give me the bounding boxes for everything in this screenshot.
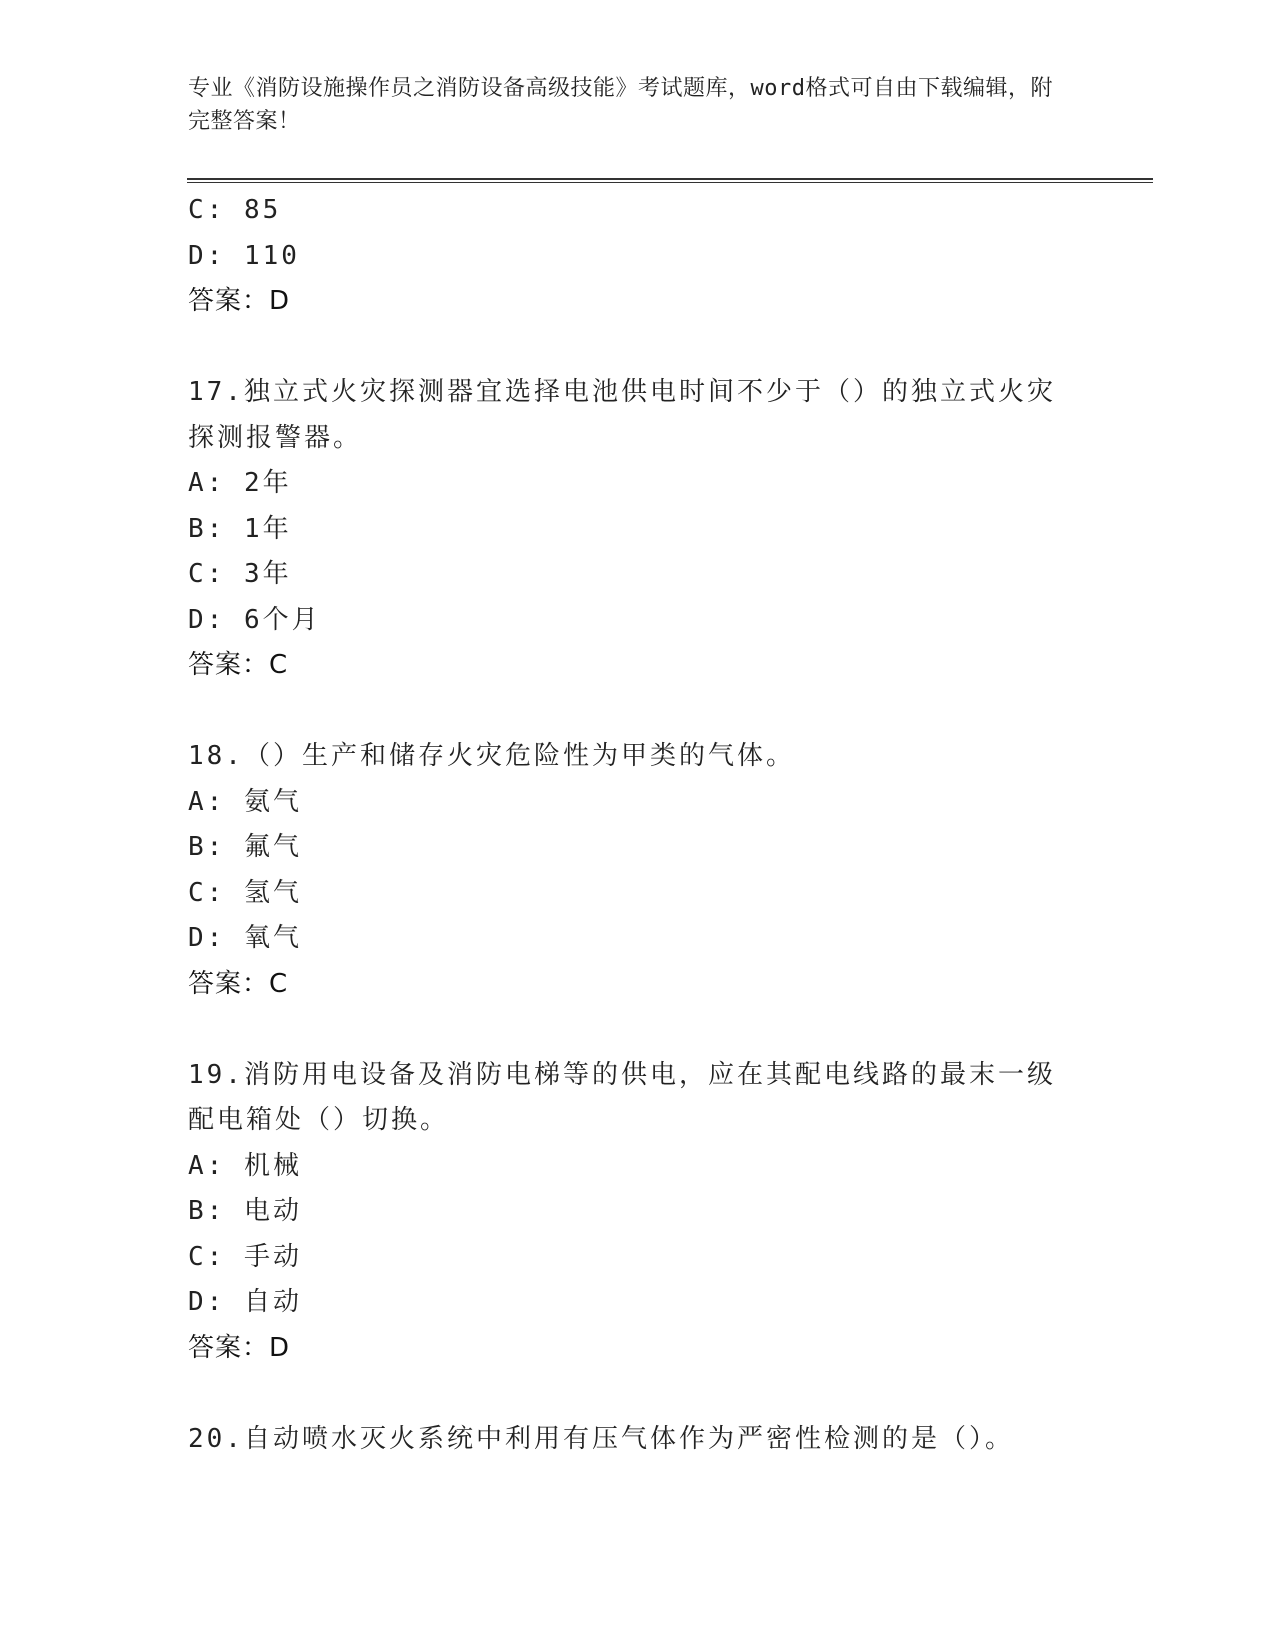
- option-text: 氢气: [243, 877, 302, 908]
- option-c: [188, 552, 1088, 598]
- option-label: A:: [188, 1150, 226, 1181]
- option-text: 氟气: [243, 832, 302, 862]
- option-d: [188, 598, 1088, 644]
- option-label: D:: [188, 240, 226, 271]
- option-text: 氧气: [243, 923, 302, 953]
- option-a: [188, 780, 1088, 826]
- option-label: C:: [188, 559, 226, 589]
- option-label: B:: [188, 832, 226, 862]
- option-b: [188, 825, 1088, 871]
- option-d: [188, 1280, 1088, 1326]
- option-text: 6个月: [243, 604, 321, 635]
- option-text: 2年: [243, 468, 292, 498]
- spacer: [188, 325, 1088, 371]
- question-stem: 19.消防用电设备及消防电梯等的供电，应在其配电线路的最末一级配电箱处（）切换。: [188, 1059, 1056, 1135]
- option-text: 手动: [243, 1241, 302, 1272]
- option-text: 机械: [243, 1150, 302, 1181]
- option-d: [188, 916, 1088, 962]
- question-19: [188, 1053, 1088, 1372]
- option-label: B:: [188, 513, 226, 544]
- question-17: [188, 370, 1088, 689]
- option-a: [188, 1144, 1088, 1190]
- question-18: [188, 734, 1088, 1007]
- option-a: [188, 461, 1088, 507]
- option-text: 3年: [243, 559, 292, 589]
- option-b: [188, 507, 1088, 553]
- header-divider: [187, 178, 1153, 183]
- spacer: [188, 689, 1088, 735]
- answer-line: 答案：C: [188, 968, 289, 999]
- question-stem: 17.独立式火灾探测器宜选择电池供电时间不少于（）的独立式火灾探测报警器。: [188, 377, 1056, 453]
- question-stem: 20.自动喷水灭火系统中利用有压气体作为严密性检测的是（）。: [188, 1423, 1014, 1454]
- question-20: [188, 1417, 1088, 1463]
- answer-line: 答案：D: [188, 286, 291, 316]
- option-c: [188, 1235, 1088, 1281]
- question-list: [188, 188, 1088, 1462]
- spacer: [188, 1371, 1088, 1417]
- option-label: C:: [188, 195, 226, 225]
- answer-line: 答案：C: [188, 650, 289, 680]
- option-text: 85: [243, 195, 282, 225]
- option-label: B:: [188, 1196, 226, 1226]
- page-header: 专业《消防设施操作员之消防设备高级技能》考试题库，word格式可自由下载编辑，附完整答案！: [188, 76, 1053, 134]
- option-text: 自动: [243, 1287, 302, 1317]
- option-label: D:: [188, 1287, 226, 1317]
- option-d: [188, 234, 1088, 280]
- option-label: D:: [188, 923, 226, 953]
- option-label: A:: [188, 786, 226, 817]
- carry-over-block: [188, 188, 1088, 325]
- option-text: 1年: [243, 513, 292, 544]
- option-label: A:: [188, 468, 226, 498]
- option-b: [188, 1189, 1088, 1235]
- option-text: 110: [243, 240, 300, 271]
- option-label: C:: [188, 877, 226, 908]
- option-text: 电动: [243, 1196, 302, 1226]
- answer-line: 答案：D: [188, 1332, 291, 1363]
- option-label: D:: [188, 604, 226, 635]
- spacer: [188, 1007, 1088, 1053]
- option-c: [188, 871, 1088, 917]
- option-c: [188, 188, 1088, 234]
- question-stem: 18.（）生产和储存火灾危险性为甲类的气体。: [188, 741, 795, 771]
- option-label: C:: [188, 1241, 226, 1272]
- option-text: 氨气: [243, 786, 302, 817]
